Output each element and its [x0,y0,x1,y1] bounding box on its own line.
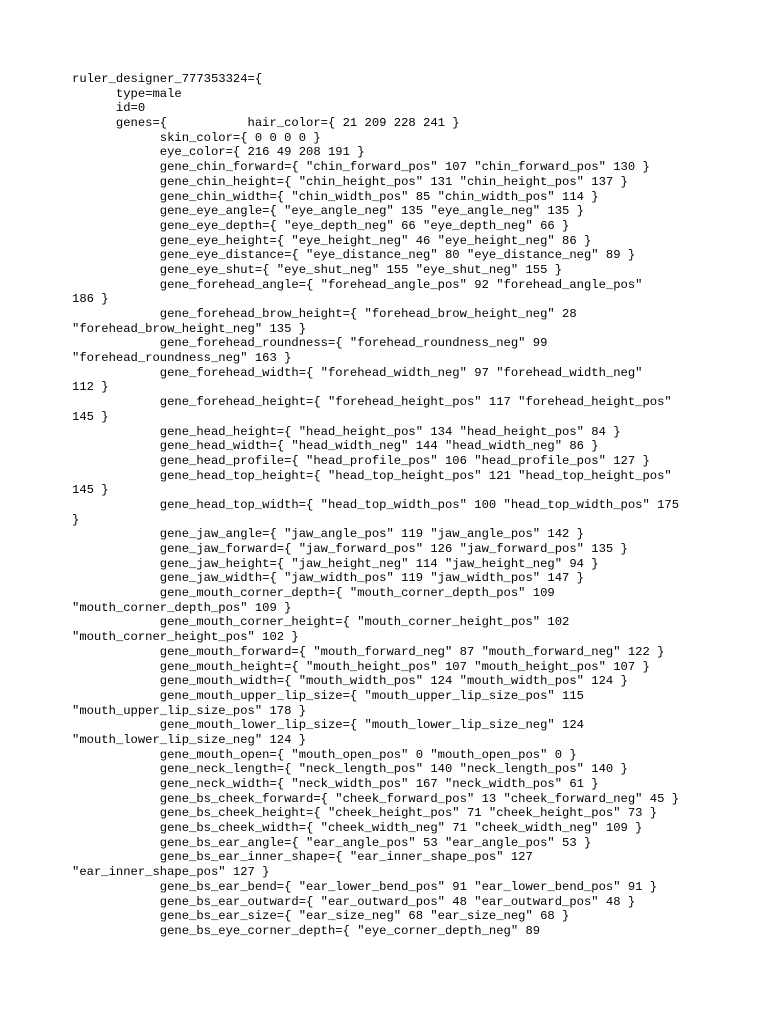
text-line: gene_head_profile={ "head_profile_pos" 106 "head_profile_pos" 127 } [72,453,650,468]
text-line: gene_mouth_upper_lip_size={ "mouth_upper_lip_size_pos" 115 [72,688,584,703]
text-line: 112 } [72,380,109,395]
text-line: gene_bs_ear_angle={ "ear_angle_pos" 53 "ear_angle_pos" 53 } [72,835,592,850]
text-line: "mouth_lower_lip_size_neg" 124 } [72,732,307,747]
text-line: gene_mouth_forward={ "mouth_forward_neg" 87 "mouth_forward_neg" 122 } [72,644,665,659]
text-line: gene_chin_forward={ "chin_forward_pos" 107 "chin_forward_pos" 130 } [72,160,650,175]
text-line: gene_jaw_angle={ "jaw_angle_pos" 119 "jaw_angle_pos" 142 } [72,527,584,542]
text-line: gene_head_width={ "head_width_neg" 144 "head_width_neg" 86 } [72,439,599,454]
text-line: gene_forehead_height={ "forehead_height_pos" 117 "forehead_height_pos" [72,395,672,410]
text-line: gene_jaw_height={ "jaw_height_neg" 114 "jaw_height_neg" 94 } [72,556,599,571]
text-line: gene_bs_ear_inner_shape={ "ear_inner_shape_pos" 127 [72,850,533,865]
text-line: gene_eye_shut={ "eye_shut_neg" 155 "eye_shut_neg" 155 } [72,262,563,277]
text-line: gene_mouth_corner_depth={ "mouth_corner_depth_pos" 109 [72,586,555,601]
text-line: gene_head_top_height={ "head_top_height_pos" 121 "head_top_height_pos" [72,468,672,483]
text-line: gene_chin_height={ "chin_height_pos" 131 "chin_height_pos" 137 } [72,174,628,189]
text-line: gene_mouth_height={ "mouth_height_pos" 107 "mouth_height_pos" 107 } [72,659,650,674]
text-line: gene_eye_height={ "eye_height_neg" 46 "eye_height_neg" 86 } [72,233,592,248]
text-line: gene_forehead_roundness={ "forehead_roundness_neg" 99 [72,336,548,351]
document-text-body [72,72,702,939]
text-line: gene_bs_ear_size={ "ear_size_neg" 68 "ear_size_neg" 68 } [72,909,570,924]
text-line: gene_bs_cheek_forward={ "cheek_forward_pos" 13 "cheek_forward_neg" 45 } [72,791,680,806]
text-line: id=0 [72,101,146,116]
text-line: "forehead_roundness_neg" 163 } [72,351,292,366]
text-line: gene_head_height={ "head_height_pos" 134 "head_height_pos" 84 } [72,424,621,439]
text-line: "mouth_corner_depth_pos" 109 } [72,600,292,615]
text-line: genes={ hair_color={ 21 209 228 241 } [72,116,460,131]
text-line: gene_eye_depth={ "eye_depth_neg" 66 "eye_depth_neg" 66 } [72,218,570,233]
text-line: gene_head_top_width={ "head_top_width_pos" 100 "head_top_width_pos" 175 [72,497,680,512]
text-line: gene_eye_distance={ "eye_distance_neg" 80 "eye_distance_neg" 89 } [72,248,636,263]
text-line: gene_bs_eye_corner_depth={ "eye_corner_depth_neg" 89 [72,923,541,938]
text-line: gene_bs_ear_bend={ "ear_lower_bend_pos" 91 "ear_lower_bend_pos" 91 } [72,879,658,894]
text-line: gene_bs_cheek_width={ "cheek_width_neg" 71 "cheek_width_neg" 109 } [72,821,643,836]
text-line: gene_forehead_angle={ "forehead_angle_pos" 92 "forehead_angle_pos" [72,277,643,292]
text-line: ruler_designer_777353324={ [72,72,263,86]
text-line: 145 } [72,483,109,498]
text-line: gene_mouth_width={ "mouth_width_pos" 124 "mouth_width_pos" 124 } [72,674,628,689]
text-line: skin_color={ 0 0 0 0 } [72,130,321,145]
text-line: 186 } [72,292,109,307]
text-line: type=male [72,86,182,101]
text-line: gene_jaw_forward={ "jaw_forward_pos" 126 "jaw_forward_pos" 135 } [72,542,628,556]
text-line: eye_color={ 216 49 208 191 } [72,145,365,160]
text-line: gene_forehead_width={ "forehead_width_neg" 97 "forehead_width_neg" [72,365,643,380]
text-line: "mouth_upper_lip_size_pos" 178 } [72,703,307,718]
text-line: "forehead_brow_height_neg" 135 } [72,321,307,336]
text-line: gene_neck_length={ "neck_length_pos" 140 "neck_length_pos" 140 } [72,762,628,777]
text-line: gene_jaw_width={ "jaw_width_pos" 119 "jaw_width_pos" 147 } [72,571,584,586]
text-line: gene_neck_width={ "neck_width_pos" 167 "neck_width_pos" 61 } [72,777,599,791]
text-line: gene_chin_width={ "chin_width_pos" 85 "chin_width_pos" 114 } [72,189,599,204]
text-line: gene_bs_cheek_height={ "cheek_height_pos" 71 "cheek_height_pos" 73 } [72,806,658,821]
text-line: gene_mouth_corner_height={ "mouth_corner_height_pos" 102 [72,615,570,630]
text-line: "mouth_corner_height_pos" 102 } [72,630,299,645]
text-line: "ear_inner_shape_pos" 127 } [72,865,270,880]
text-line: } [72,512,80,527]
text-line: gene_mouth_lower_lip_size={ "mouth_lower_lip_size_neg" 124 [72,718,584,733]
text-line: 145 } [72,409,109,424]
text-line: gene_eye_angle={ "eye_angle_neg" 135 "eye_angle_neg" 135 } [72,204,584,219]
text-line: gene_bs_ear_outward={ "ear_outward_pos" 48 "ear_outward_pos" 48 } [72,894,636,909]
text-line: gene_forehead_brow_height={ "forehead_brow_height_neg" 28 [72,307,577,321]
text-line: gene_mouth_open={ "mouth_open_pos" 0 "mouth_open_pos" 0 } [72,747,577,762]
